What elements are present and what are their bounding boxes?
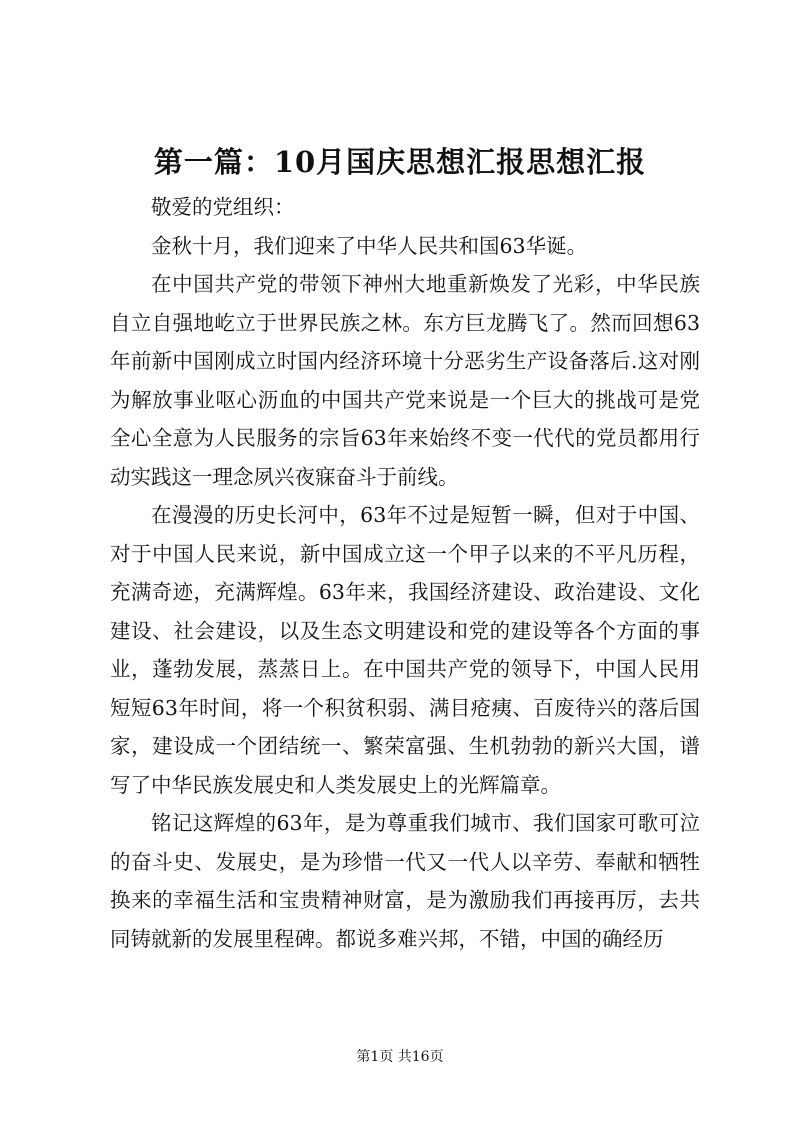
page-number-footer: 第1页 共16页 — [356, 1049, 444, 1065]
salutation-paragraph: 敬爱的党组织： — [151, 195, 295, 219]
document-title: 第一篇：10月国庆思想汇报思想汇报 — [153, 145, 647, 179]
body-paragraph-2: 在中国共产党的带领下神州大地重新焕发了光彩，中华民族自立自强地屹立于世界民族之林。东方巨龙腾飞了。然而回想63年前新中国刚成立时国内经济环境十分恶劣生产设备落后.这对刚为解放事业呕心沥血的中国共产党来说是一个巨大的挑战可是党全心全意为人民服务的宗旨63年来始终不变一代代的党员都用行动实践这一理念夙兴夜寐奋斗于前线。 — [110, 272, 700, 489]
document-body — [110, 188, 700, 958]
body-paragraph-3: 在漫漫的历史长河中，63年不过是短暂一瞬，但对于中国、对于中国人民来说，新中国成立这一个甲子以来的不平凡历程，充满奇迹，充满辉煌。63年来，我国经济建设、政治建设、文化建设、社会建设，以及生态文明建设和党的建设等各个方面的事业，蓬勃发展，蒸蒸日上。在中国共产党的领导下，中国人民用短短63年时间，将一个积贫积弱、满目疮痍、百废待兴的落后国家，建设成一个团结统一、繁荣富强、生机勃勃的新兴大国，谱写了中华民族发展史和人类发展史上的光辉篇章。 — [110, 503, 700, 797]
body-paragraph-4: 铭记这辉煌的63年，是为尊重我们城市、我们国家可歌可泣的奋斗史、发展史，是为珍惜一代又一代人以辛劳、奉献和牺牲换来的幸福生活和宝贵精神财富，是为激励我们再接再厉，去共同铸就新的发展里程碑。都说多难兴邦，不错，中国的确经历 — [110, 811, 700, 951]
body-paragraph-1: 金秋十月，我们迎来了中华人民共和国63华诞。 — [151, 233, 588, 258]
